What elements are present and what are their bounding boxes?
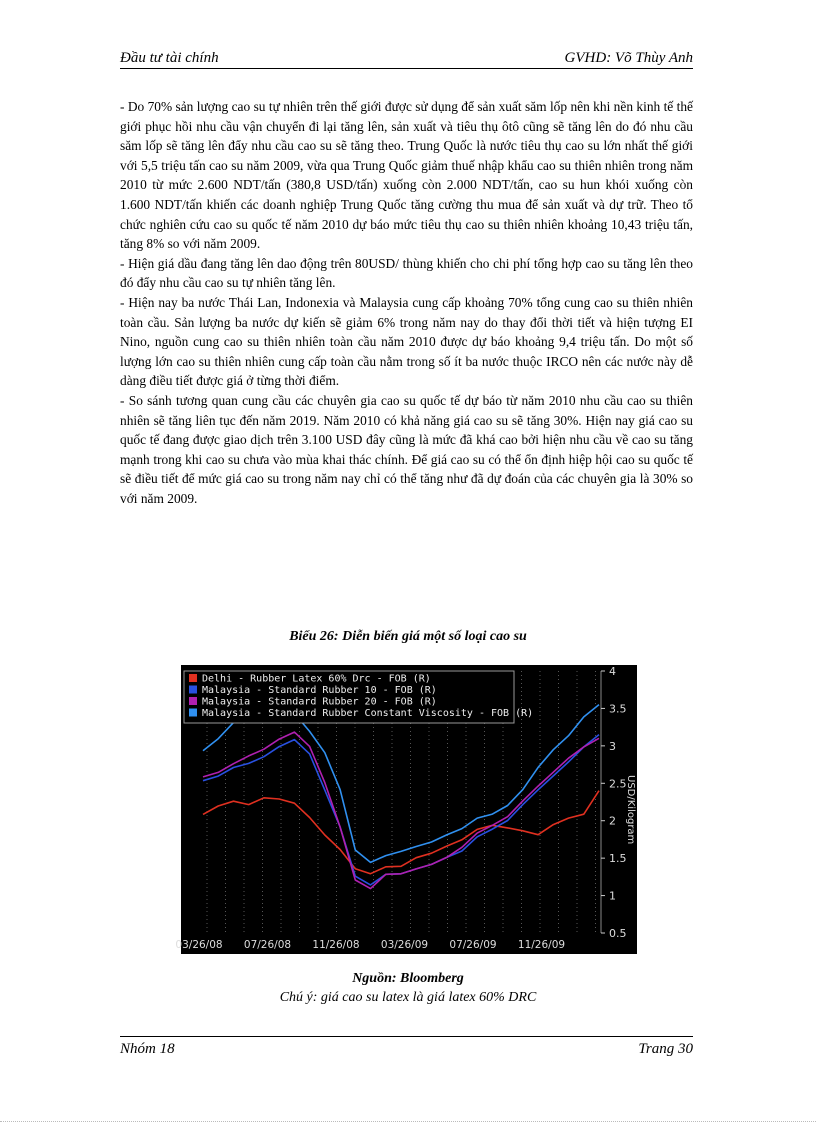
page-header: [120, 50, 693, 69]
y-tick-label: 0.5: [609, 927, 627, 940]
y-tick-label: 3: [609, 739, 616, 753]
x-tick-label: 03/26/09: [380, 939, 429, 951]
header-course-title: Đầu tư tài chính: [120, 50, 219, 66]
x-tick-label: 07/26/09: [449, 939, 497, 951]
footer-group: Nhóm 18: [120, 1041, 175, 1057]
y-axis-label: USD/Kilogram: [625, 775, 636, 845]
page-footer: [120, 1036, 693, 1061]
y-tick-label: 4: [609, 665, 616, 678]
legend-swatch: [189, 709, 197, 717]
paragraph: - Do 70% sản lượng cao su tự nhiên trên thế giới được sử dụng để sản xuất săm lốp nên khi nền kinh tế thế giới phục hồi nhu cầu vận chuyển đi lại tăng lên, sản xuất và tiêu thụ ôtô cũng sẽ tăng lên do đó nhu cầu săm lốp sẽ tăng lên đẩy nhu cầu cao su sẽ tăng theo. Trung Quốc là nước tiêu thụ cao su lớn nhất thế giới với 5,5 triệu tấn cao su năm 2009, vừa qua Trung Quốc giảm thuế nhập khẩu cao su thiên nhiên trong năm 2010 từ mức 2.600 NDT/tấn (380,8 USD/tấn) xuống còn 2.000 NDT/tấn, cao su hun khói xuống còn 1.600 NDT/tấn khiến các doanh nghiệp Trung Quốc tăng cường thu mua để sản xuất và dự trữ. Theo tổ chức nghiên cứu cao su quốc tế năm 2010 dự báo mức tiêu thụ cao su thiên nhiên khoảng 10,43 triệu tấn, tăng 8% so với năm 2009.: [120, 99, 693, 252]
series-line: [203, 735, 599, 885]
legend-swatch: [189, 697, 197, 705]
y-tick-label: 1.5: [609, 852, 627, 866]
y-tick-label: 2: [609, 814, 616, 828]
x-tick-label: 11/26/09: [517, 939, 566, 951]
legend-label: Malaysia - Standard Rubber 10 - FOB (R): [202, 685, 437, 696]
legend-swatch: [189, 686, 197, 694]
x-tick-label: 07/26/08: [243, 939, 292, 951]
paragraph: - Hiện nay ba nước Thái Lan, Indonexia và Malaysia cung cấp khoảng 70% tổng cung cao su thiên nhiên toàn cầu. Sản lượng ba nước dự kiến sẽ giảm 6% trong năm nay do thay đổi thời tiết và hiện tượng EI Nino, nguồn cung cao su thiên nhiên toàn cầu năm 2010 được dự báo khoảng 9,4 triệu tấn. Do một số lượng lớn cao su thiên nhiên cung cấp toàn cầu nằm trong số ít ba nước thuộc IRCO nên các nước này dễ dàng điều tiết được giá ở từng thời điểm.: [120, 294, 693, 389]
figure-note: Chú ý: giá cao su latex là giá latex 60% DRC: [279, 990, 537, 1005]
legend-label: Malaysia - Standard Rubber 20 - FOB (R): [202, 696, 437, 708]
figure-source: Nguồn: Bloomberg: [352, 971, 464, 986]
figure-caption: Biểu 26: Diễn biến giá một số loại cao su: [289, 629, 527, 644]
footer-page-number: Trang 30: [638, 1041, 693, 1057]
body-text: [120, 97, 693, 508]
legend-label: Delhi - Rubber Latex 60% Drc - FOB (R): [202, 673, 431, 685]
rubber-price-chart: [175, 665, 637, 954]
x-tick-label: 11/26/08: [312, 939, 360, 951]
y-tick-label: 3.5: [609, 702, 627, 716]
y-tick-label: 1: [609, 889, 616, 903]
header-instructor: GVHD: Võ Thùy Anh: [564, 50, 693, 66]
paragraph: - Hiện giá dầu đang tăng lên dao động trên 80USD/ thùng khiến cho chi phí tổng hợp cao su tăng lên theo đó đẩy nhu cầu cao su tự nhiên tăng lên.: [120, 255, 693, 291]
legend-label: Malaysia - Standard Rubber Constant Viscosity - FOB (R): [202, 708, 534, 719]
page-edge-divider: [0, 1121, 816, 1122]
paragraph: - So sánh tương quan cung cầu các chuyên gia cao su quốc tế dự báo từ năm 2010 nhu cầu cao su thiên nhiên sẽ tăng liên tục đến năm 2019. Năm 2010 có khả năng giá cao su sẽ tăng 30%. Hiện nay giá cao su quốc tế đang được giao dịch trên 3.100 USD đây cũng là mức đã khá cao bởi hiện nhu cầu về cao su tăng mạnh trong khi cao su chưa vào mùa khai thác chính. Để giá cao su có thể ổn định hiệp hội cao su quốc tế sẽ điều tiết để mức giá cao su trong năm nay chỉ có thể tăng như đã dự đoán của các chuyên gia là 30% so với năm 2009.: [120, 392, 693, 506]
y-tick-label: 2.5: [609, 777, 627, 791]
chart-svg: [175, 665, 637, 954]
x-tick-label: 03/26/08: [175, 939, 223, 951]
legend-swatch: [189, 674, 197, 682]
